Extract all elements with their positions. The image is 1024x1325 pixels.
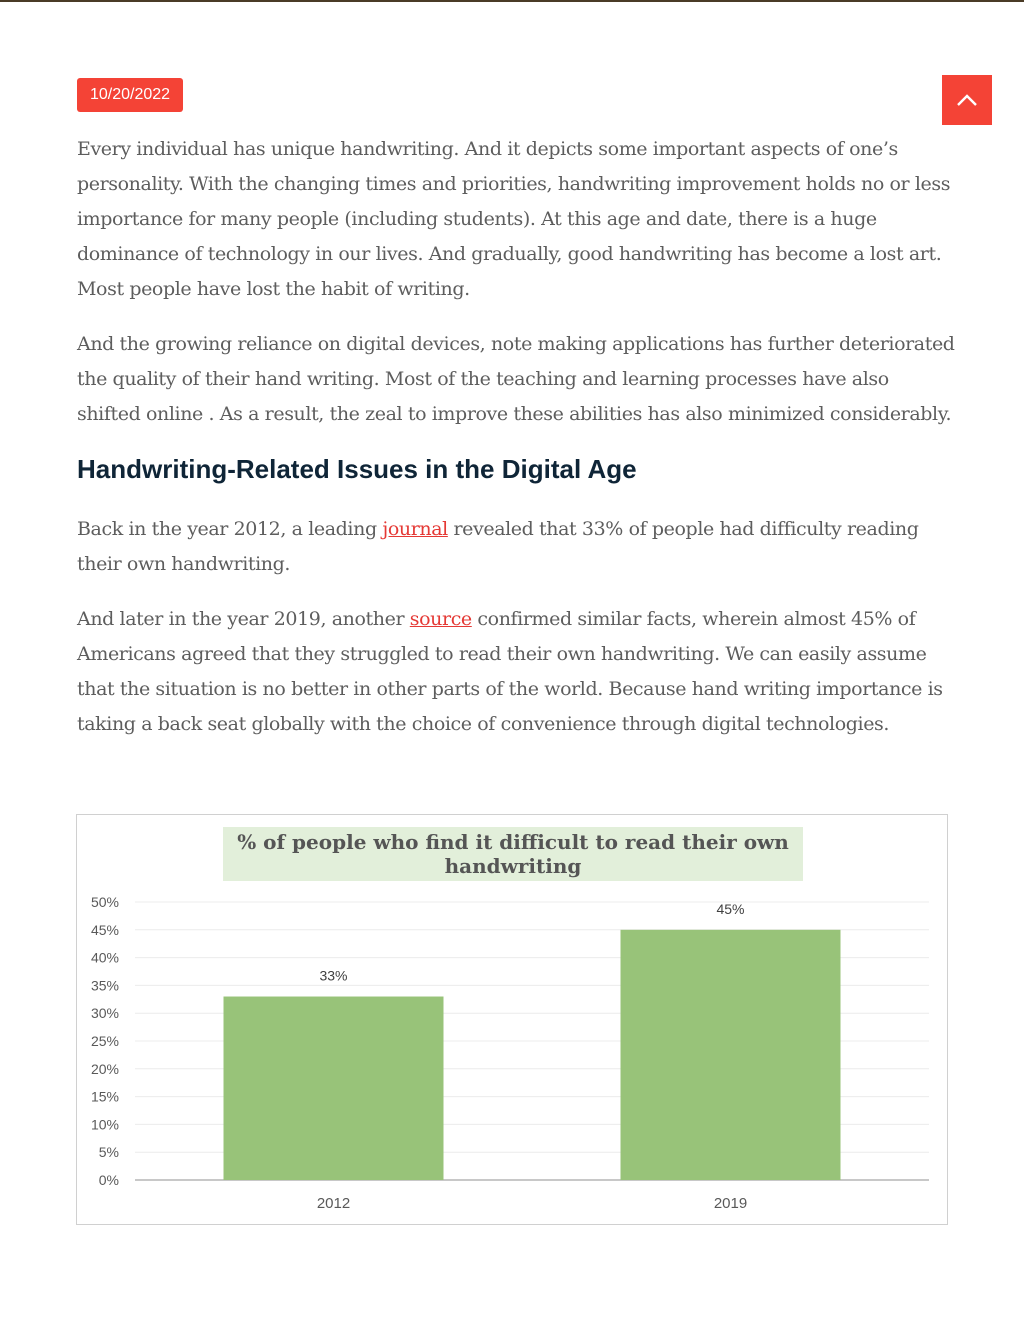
paragraph-2012 xyxy=(77,512,957,582)
y-tick-label: 45% xyxy=(90,921,119,938)
section-heading: Handwriting-Related Issues in the Digital Age xyxy=(77,454,637,484)
chart-frame xyxy=(76,814,948,1225)
paragraph-2019 xyxy=(77,602,957,742)
chevron-up-icon xyxy=(956,93,978,107)
chart-title-line: % of people who find it difficult to read their own xyxy=(237,830,789,854)
paragraph-2012-text-start: Back in the year 2012, a leading xyxy=(77,518,383,540)
y-tick-label: 50% xyxy=(90,894,119,910)
paragraph-digital-reliance: And the growing reliance on digital devices, note making applications has further deteriorated the quality of their hand writing. Most of the teaching and learning processes have also shifted online . As a result, the zeal to improve these abilities has also minimized considerably. xyxy=(77,333,955,425)
data-label-2012: 33% xyxy=(319,967,348,984)
x-tick-label-2019: 2019 xyxy=(713,1195,748,1212)
y-tick-label: 35% xyxy=(90,977,119,994)
y-tick-label: 5% xyxy=(98,1144,119,1161)
article-body xyxy=(77,132,957,762)
paragraph-2019-text-start: And later in the year 2019, another xyxy=(77,608,410,630)
chart-title-line: handwriting xyxy=(444,854,582,878)
y-tick-label: 15% xyxy=(90,1088,119,1105)
source-link[interactable]: source xyxy=(409,608,472,630)
scroll-to-top-button[interactable] xyxy=(942,75,992,125)
paragraph-2012-text-end: revealed that 33% of people had difficulty reading their own handwriting. xyxy=(77,518,919,575)
paragraph-intro: Every individual has unique handwriting. And it depicts some important aspects of one’s personality. With the changing times and priorities, handwriting improvement holds no or less importance for many people (including students). At this age and date, there is a huge dominance of technology in our lives. And gradually, good handwriting has become a lost art. Most people have lost the habit of writing. xyxy=(77,138,951,300)
bar-2012 xyxy=(224,997,444,1180)
y-tick-label: 25% xyxy=(90,1033,119,1049)
y-tick-label: 30% xyxy=(90,1005,119,1022)
date-badge: 10/20/2022 xyxy=(77,78,183,112)
y-tick-label: 40% xyxy=(90,949,119,966)
bar-chart xyxy=(77,815,947,1224)
y-tick-label: 10% xyxy=(90,1116,119,1133)
journal-link[interactable]: journal xyxy=(382,518,448,540)
y-tick-label: 0% xyxy=(98,1172,119,1188)
y-tick-label: 20% xyxy=(90,1060,119,1077)
paragraph-2019-text-end: confirmed similar facts, wherein almost 45% of Americans agreed that they struggled to read their own handwriting. We can easily assume that the situation is no better in other parts of the world. Because hand writing importance is taking a back seat globally with the choice of convenience through digital technologies. xyxy=(77,608,943,735)
top-border xyxy=(0,0,1024,2)
data-label-2019: 45% xyxy=(716,900,745,917)
x-tick-label-2012: 2012 xyxy=(316,1195,351,1212)
bar-2019 xyxy=(621,930,841,1180)
